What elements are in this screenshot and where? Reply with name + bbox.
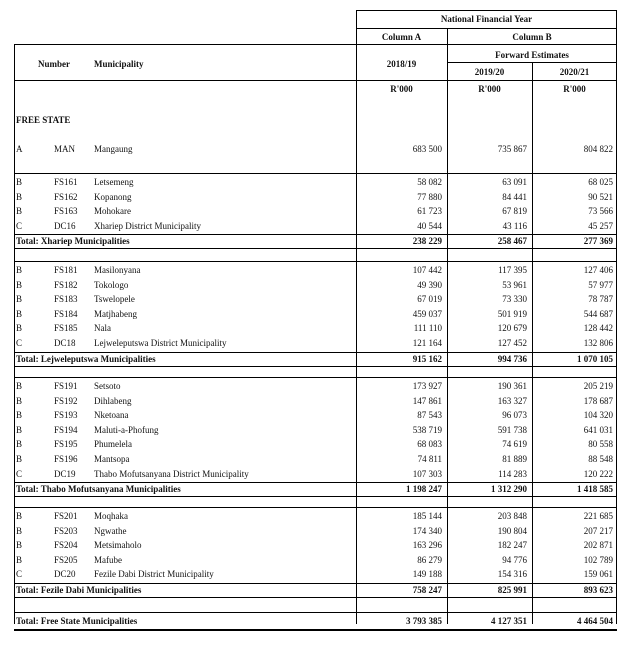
vline-col-b [447, 28, 448, 624]
row-category: B [16, 294, 23, 305]
row-code: FS162 [54, 191, 78, 202]
row-value-3: 544 687 [583, 308, 613, 319]
row-value-1: 163 296 [412, 540, 442, 551]
row-code: FS192 [54, 395, 78, 406]
row-value-2: 825 991 [497, 585, 527, 595]
row-value-3: 68 025 [588, 177, 613, 187]
row-name: Setsoto [94, 381, 121, 391]
header-number: Number [38, 59, 70, 69]
row-code: FS193 [54, 410, 78, 421]
row-name: Lejweleputswa District Municipality [94, 338, 227, 348]
row-value-1: 58 082 [417, 177, 442, 187]
row-value-1: 67 019 [417, 294, 442, 305]
row-value-2: 163 327 [497, 395, 527, 406]
row-value-3: 104 320 [583, 410, 613, 421]
unit-col-2: R'000 [478, 84, 501, 94]
subtotal-bottom-rule [14, 496, 617, 497]
vline-left [14, 44, 15, 624]
row-value-2: 73 330 [502, 294, 527, 305]
subtotal-label: Total: Fezile Dabi Municipalities [16, 585, 142, 595]
rule-group [356, 28, 617, 29]
row-category: B [16, 279, 23, 290]
row-value-2: 84 441 [502, 191, 527, 202]
row-value-3: 804 822 [583, 144, 613, 154]
row-value-2: 63 091 [502, 177, 527, 187]
row-value-1: 61 723 [417, 206, 442, 217]
row-value-1: 758 247 [412, 585, 442, 595]
row-value-1: 107 442 [412, 265, 442, 275]
row-value-3: 132 806 [583, 338, 613, 348]
row-code: FS181 [54, 265, 78, 275]
row-value-1: 185 144 [412, 511, 442, 521]
row-value-1: 68 083 [417, 439, 442, 450]
row-category: B [16, 525, 23, 536]
row-category: B [16, 454, 23, 464]
header-col-b: Column B [512, 32, 552, 42]
group-top-rule [14, 377, 617, 378]
row-category: B [16, 191, 23, 202]
row-value-1: 459 037 [412, 308, 442, 319]
row-code: FS191 [54, 381, 78, 391]
row-code: FS205 [54, 554, 78, 565]
row-code: DC19 [54, 468, 76, 479]
row-value-1: 538 719 [412, 424, 442, 435]
row-value-3: 207 217 [583, 525, 613, 536]
row-value-1: 49 390 [417, 279, 442, 290]
row-value-2: 96 073 [502, 410, 527, 421]
row-value-2: 43 116 [502, 220, 527, 231]
row-value-3: 1 418 585 [577, 484, 613, 495]
row-value-1: 3 793 385 [406, 616, 442, 626]
grand-total-bottom-rule [14, 629, 617, 631]
subtotal-label: Total: Xhariep Municipalities [16, 236, 130, 247]
row-category: C [16, 338, 23, 348]
row-name: Metsimaholo [94, 540, 142, 551]
subtotal-bottom-rule [14, 366, 617, 367]
row-value-2: 203 848 [497, 511, 527, 521]
row-value-3: 80 558 [588, 439, 613, 450]
row-value-2: 81 889 [502, 454, 527, 464]
row-value-1: 1 198 247 [406, 484, 442, 495]
row-value-2: 117 395 [498, 265, 527, 275]
row-value-2: 735 867 [497, 144, 527, 154]
row-value-2: 114 283 [498, 468, 527, 479]
row-name: Maluti-a-Phofung [94, 424, 159, 435]
row-name: Xhariep District Municipality [94, 220, 201, 231]
row-value-3: 45 257 [588, 220, 613, 231]
row-value-3: 205 219 [583, 381, 613, 391]
row-value-3: 221 685 [583, 511, 613, 521]
row-value-3: 120 222 [583, 468, 613, 479]
row-value-1: 147 861 [412, 395, 442, 406]
row-category: A [16, 144, 23, 154]
row-category: C [16, 220, 23, 231]
grand-total-top-rule [14, 612, 617, 613]
row-name: Mantsopa [94, 454, 130, 464]
row-value-3: 57 977 [588, 279, 613, 290]
row-value-3: 893 623 [583, 585, 613, 595]
row-value-2: 190 804 [497, 525, 527, 536]
rule-columns [14, 44, 617, 45]
row-value-3: 102 789 [583, 554, 613, 565]
row-code: FS161 [54, 177, 78, 187]
row-value-2: 1 312 290 [491, 484, 527, 495]
row-name: Tswelopele [94, 294, 135, 305]
rule-top [356, 10, 617, 11]
subtotal-label: Total: Lejweleputswa Municipalities [16, 353, 156, 364]
row-value-2: 154 316 [497, 569, 527, 580]
row-value-2: 67 819 [502, 206, 527, 217]
row-name: Matjhabeng [94, 308, 137, 319]
subtotal-rule [14, 482, 617, 483]
row-name: Ngwathe [94, 525, 127, 536]
vline-right [616, 10, 617, 624]
row-value-1: 74 811 [417, 454, 442, 464]
row-value-1: 87 543 [417, 410, 442, 421]
subtotal-bottom-rule [14, 248, 617, 249]
row-value-1: 77 880 [417, 191, 442, 202]
row-value-3: 1 070 105 [577, 353, 613, 364]
row-value-1: 915 162 [412, 353, 442, 364]
row-name: Mafube [94, 554, 122, 565]
row-value-3: 4 464 504 [577, 616, 613, 626]
row-name: Phumelela [94, 439, 132, 450]
row-name: Nala [94, 323, 111, 334]
row-category: B [16, 265, 23, 275]
unit-col-1: R'000 [390, 84, 413, 94]
row-code: FS163 [54, 206, 78, 217]
subtotal-label: Total: Thabo Mofutsanyana Municipalities [16, 484, 181, 495]
row-name: Mohokare [94, 206, 131, 217]
header-year-3: 2020/21 [559, 67, 590, 77]
row-value-3: 641 031 [583, 424, 613, 435]
row-value-2: 127 452 [497, 338, 527, 348]
row-value-2: 501 919 [497, 308, 527, 319]
row-value-3: 88 548 [588, 454, 613, 464]
row-code: DC18 [54, 338, 76, 348]
row-value-2: 120 679 [497, 323, 527, 334]
row-value-3: 90 521 [588, 191, 613, 202]
row-code: FS203 [54, 525, 78, 536]
subtotal-rule [14, 583, 617, 584]
subtotal-bottom-rule [14, 597, 617, 598]
row-name: Fezile Dabi District Municipality [94, 569, 214, 580]
row-name: Nketoana [94, 410, 129, 421]
row-name: Kopanong [94, 191, 132, 202]
row-value-1: 121 164 [412, 338, 442, 348]
row-value-2: 4 127 351 [491, 616, 527, 626]
row-value-1: 40 544 [417, 220, 442, 231]
allocation-table [14, 10, 617, 634]
header-forward: Forward Estimates [495, 50, 569, 60]
row-value-1: 173 927 [412, 381, 442, 391]
row-value-3: 78 787 [588, 294, 613, 305]
row-category: C [16, 569, 23, 580]
row-name: Dihlabeng [94, 395, 132, 406]
row-code: FS182 [54, 279, 78, 290]
row-value-2: 190 361 [497, 381, 527, 391]
row-name: Letsemeng [94, 177, 134, 187]
row-name: Mangaung [94, 144, 133, 154]
row-value-1: 86 279 [417, 554, 442, 565]
row-value-2: 994 736 [497, 353, 527, 364]
row-code: FS195 [54, 439, 78, 450]
header-year-1: 2018/19 [386, 59, 417, 69]
row-category: B [16, 410, 23, 421]
row-category: B [16, 323, 23, 334]
row-category: C [16, 468, 23, 479]
row-category: B [16, 540, 23, 551]
row-value-2: 258 467 [497, 236, 527, 247]
row-code: FS194 [54, 424, 78, 435]
group-top-rule [14, 261, 617, 262]
row-value-2: 591 738 [497, 424, 527, 435]
row-value-2: 94 776 [502, 554, 527, 565]
row-category: B [16, 381, 23, 391]
header-municipality: Municipality [94, 59, 144, 69]
row-value-1: 174 340 [412, 525, 442, 536]
row-value-1: 238 229 [412, 236, 442, 247]
row-category: B [16, 554, 23, 565]
subtotal-rule [14, 352, 617, 353]
header-col-a: Column A [381, 32, 422, 42]
header-year-2: 2019/20 [474, 67, 505, 77]
row-category: B [16, 439, 23, 450]
row-category: B [16, 177, 23, 187]
row-value-3: 202 871 [583, 540, 613, 551]
row-code: DC20 [54, 569, 76, 580]
row-value-1: 107 303 [412, 468, 442, 479]
row-code: FS204 [54, 540, 78, 551]
row-code: MAN [54, 144, 76, 154]
row-value-3: 127 406 [583, 265, 613, 275]
unit-col-3: R'000 [563, 84, 586, 94]
row-category: B [16, 511, 23, 521]
row-name: Moqhaka [94, 511, 128, 521]
header-group: National Financial Year [440, 14, 533, 24]
row-name: Thabo Mofutsanyana District Municipality [94, 468, 249, 479]
group-top-rule [14, 507, 617, 508]
group-top-rule [14, 173, 617, 174]
row-value-3: 159 061 [583, 569, 613, 580]
row-category: B [16, 424, 23, 435]
row-category: B [16, 395, 23, 406]
row-name: Tokologo [94, 279, 129, 290]
row-value-3: 128 442 [583, 323, 613, 334]
rule-years [14, 80, 617, 81]
row-value-1: 683 500 [412, 144, 442, 154]
row-category: B [16, 206, 23, 217]
row-value-2: 53 961 [502, 279, 527, 290]
row-code: DC16 [54, 220, 76, 231]
row-value-2: 182 247 [497, 540, 527, 551]
grand-total-label: Total: Free State Municipalities [16, 616, 138, 626]
row-code: FS183 [54, 294, 78, 305]
row-value-2: 74 619 [502, 439, 527, 450]
subtotal-rule [14, 234, 617, 235]
row-name: Masilonyana [94, 265, 141, 275]
row-value-3: 178 687 [583, 395, 613, 406]
row-code: FS196 [54, 454, 78, 464]
row-value-3: 73 566 [588, 206, 613, 217]
row-value-1: 149 188 [412, 569, 442, 580]
row-code: FS185 [54, 323, 78, 334]
row-code: FS201 [54, 511, 78, 521]
row-code: FS184 [54, 308, 78, 319]
province-heading: FREE STATE [16, 115, 71, 125]
row-value-3: 277 369 [583, 236, 613, 247]
row-value-1: 111 110 [413, 323, 442, 334]
vline-col-a [356, 10, 357, 624]
vline-col-b3 [532, 62, 533, 624]
row-category: B [16, 308, 23, 319]
